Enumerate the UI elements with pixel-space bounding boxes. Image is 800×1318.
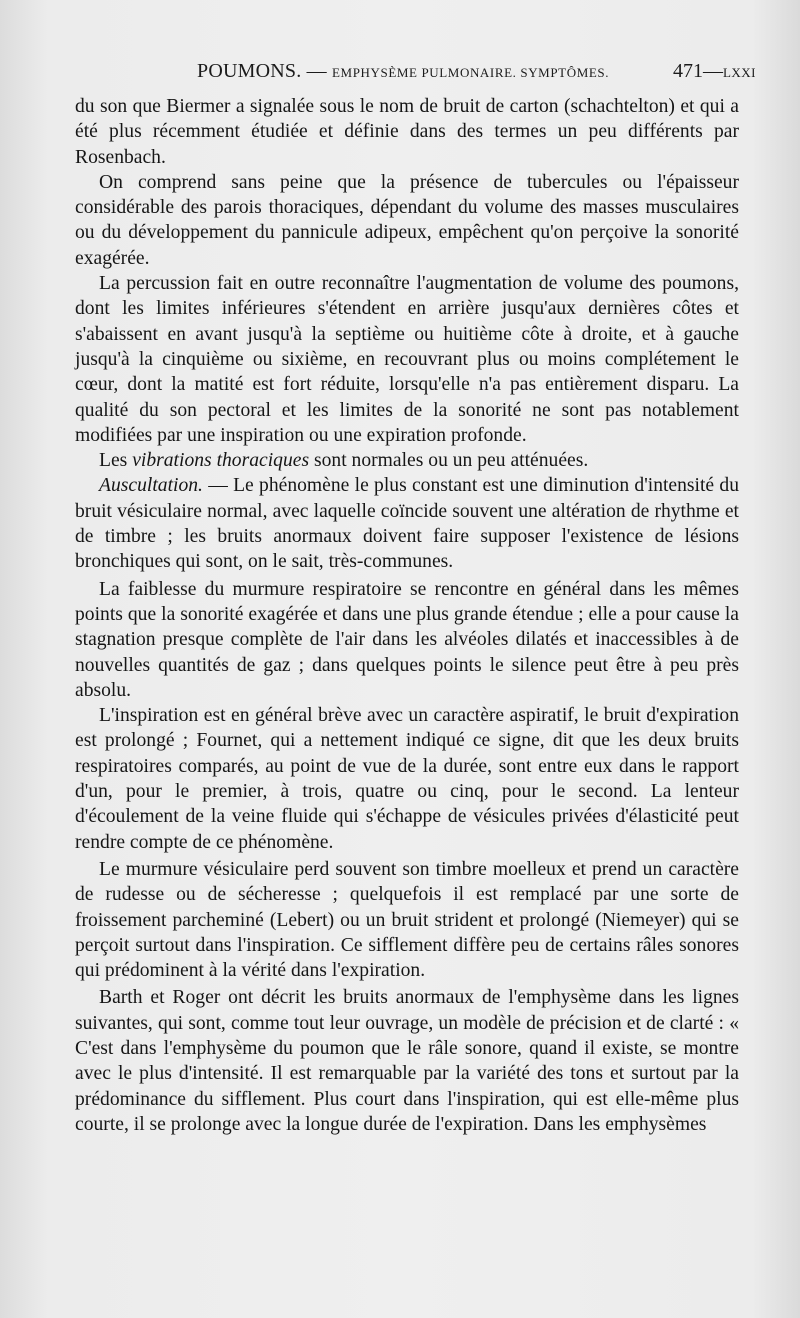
page-number (673, 60, 756, 83)
header-section-subtitle: EMPHYSÈME PULMONAIRE. SYMPTÔMES. (332, 65, 610, 80)
paragraph-4 (75, 448, 739, 473)
paragraph-4-post: sont normales ou un peu atténuées. (309, 450, 589, 472)
header-dash: — (306, 60, 327, 82)
body-text (75, 94, 739, 1137)
header-section-title (197, 60, 609, 83)
paragraph-6: La faiblesse du murmure respiratoire se rencontre en général dans les mêmes points que la sonorité exagérée et dans une plus grande étendue ; elle a pour cause la stagnation presque complète de l'air dans les alvéoles dilatés et inaccessibles à de nouvelles quantités de gaz ; dans quelques points le silence peut être à peu près absolu. (75, 578, 739, 701)
paragraph-4-italic: vibrations thoraciques (132, 450, 310, 472)
header-section-main: POUMONS. (197, 60, 302, 82)
paragraph-1: du son que Biermer a signalée sous le nom de bruit de carton (schachtelton) et qui a été plus récemment étudiée et définie dans des termes un peu différents par Rosenbach. (75, 96, 739, 168)
paragraph-7: L'inspiration est en général brève avec un caractère aspiratif, le bruit d'expiration est prolongé ; Fournet, qui a nettement indiqué ce signe, dit que les deux bruits respiratoires comparés, au point de vue de la durée, sont entre eux dans le rapport d'un, pour le premier, à trois, quatre ou cinq, pour le second. La lenteur d'écoulement de la veine fluide qui s'échappe de vésicules privées d'élasticité peut rendre compte de ce phénomène. (75, 705, 739, 853)
paragraph-4-pre: Les (99, 450, 133, 472)
paragraph-2: On comprend sans peine que la présence de tubercules ou l'épaisseur considérable des parois thoraciques, dépendant du volume des masses musculaires ou du développement du pannicule adipeux, empêchent qu'on perçoive la sonorité exagérée. (75, 171, 739, 269)
page-number-roman: LXXI (722, 65, 756, 80)
paragraph-5-italic: Auscultation. (99, 475, 203, 497)
paragraph-8: Le murmure vésiculaire perd souvent son timbre moelleux et prend un caractère de rudesse ou de sécheresse ; quelquefois il est remplacé par une sorte de froissement parcheminé (Lebert) ou un bruit strident et prolongé (Niemeyer) qui se perçoit surtout dans l'inspiration. Ce sifflement diffère peu de certains râles sonores qui prédominent à la vérité dans l'expiration. (75, 858, 739, 982)
paragraph-5-post: — Le phénomène le plus constant est une diminution d'intensité du bruit vésiculaire normal, avec laquelle coïncide souvent une altération de rhythme et de timbre ; les bruits anormaux doivent faire supposer l'existence de lésions bronchiques qui sont, on le sait, très-communes. (75, 475, 739, 573)
paragraph-9: Barth et Roger ont décrit les bruits anormaux de l'emphysème dans les lignes suivantes, qui sont, comme tout leur ouvrage, un modèle de précision et de clarté : « C'est dans l'emphysème du poumon que le râle sonore, quand il existe, se montre avec le plus d'intensité. Il est remarquable par la variété des tons et surtout par la prédominance du sifflement. Plus court dans l'inspiration, qui est elle-même plus courte, il se prolonge avec la longue durée de l'expiration. Dans les emphysèmes (75, 987, 739, 1135)
paragraph-3: La percussion fait en outre reconnaître l'augmentation de volume des poumons, dont les limites inférieures s'étendent en arrière jusqu'aux dernières côtes et s'abaissent en avant jusqu'à la septième ou huitième côte à droite, et à gauche jusqu'à la cinquième ou sixième, en recouvrant plus ou moins complétement le cœur, dont la matité est fort réduite, lorsqu'elle n'a pas entièrement disparu. La qualité du son pectoral et les limites de la sonorité ne sont pas notablement modifiées par une inspiration ou une expiration profonde. (75, 273, 739, 446)
running-header (0, 60, 800, 86)
paragraph-5 (75, 473, 739, 574)
page-number-arabic: 471— (672, 60, 723, 82)
